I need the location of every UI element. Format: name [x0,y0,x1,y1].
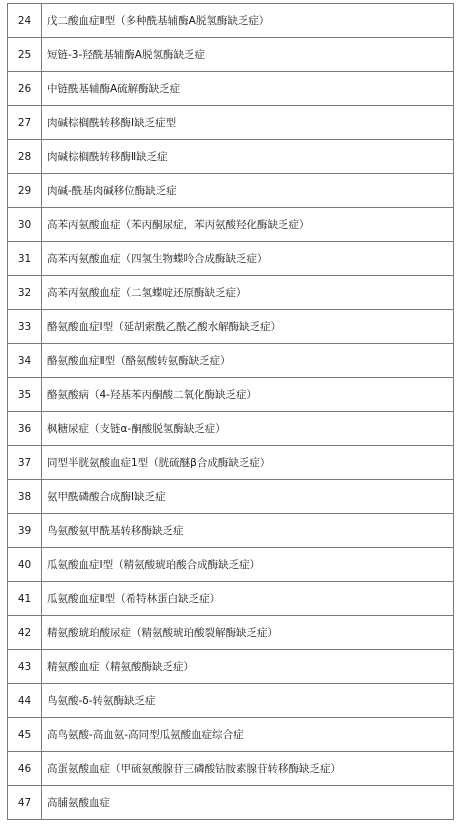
table-row [8,38,454,72]
disease-name: 短链-3-羟酰基辅酶A脱氢酶缺乏症 [42,38,454,72]
table-row [8,106,454,140]
table-row [8,718,454,752]
disease-name: 酪氨酸血症Ⅰ型（延胡索酰乙酰乙酸水解酶缺乏症） [42,310,454,344]
disease-name: 氨甲酰磷酸合成酶Ⅰ缺乏症 [42,480,454,514]
row-number: 40 [8,548,42,582]
table-row [8,378,454,412]
disease-name: 高鸟氨酸-高血氨-高同型瓜氨酸血症综合症 [42,718,454,752]
row-number: 27 [8,106,42,140]
row-number: 24 [8,4,42,38]
row-number: 47 [8,786,42,820]
table-row [8,786,454,820]
disease-table-body [8,4,454,820]
disease-name: 肉碱棕榈酰转移酶Ⅰ缺乏症型 [42,106,454,140]
table-row [8,480,454,514]
row-number: 45 [8,718,42,752]
disease-name: 肉碱棕榈酰转移酶Ⅱ缺乏症 [42,140,454,174]
disease-name: 高苯丙氨酸血症（二氢蝶啶还原酶缺乏症） [42,276,454,310]
table-row [8,752,454,786]
table-row [8,650,454,684]
table-row [8,208,454,242]
row-number: 46 [8,752,42,786]
row-number: 32 [8,276,42,310]
row-number: 43 [8,650,42,684]
row-number: 26 [8,72,42,106]
row-number: 25 [8,38,42,72]
row-number: 37 [8,446,42,480]
row-number: 36 [8,412,42,446]
disease-name: 高脯氨酸血症 [42,786,454,820]
row-number: 31 [8,242,42,276]
disease-name: 同型半胱氨酸血症1型（胱硫醚β合成酶缺乏症） [42,446,454,480]
row-number: 44 [8,684,42,718]
table-row [8,310,454,344]
disease-name: 高苯丙氨酸血症（四氢生物蝶呤合成酶缺乏症） [42,242,454,276]
row-number: 28 [8,140,42,174]
disease-name: 鸟氨酸氨甲酰基转移酶缺乏症 [42,514,454,548]
row-number: 30 [8,208,42,242]
disease-table [7,3,454,820]
disease-name: 肉碱-酰基肉碱移位酶缺乏症 [42,174,454,208]
disease-name: 鸟氨酸-δ-转氨酶缺乏症 [42,684,454,718]
disease-name: 酪氨酸病（4-羟基苯丙酮酸二氧化酶缺乏症） [42,378,454,412]
disease-name: 戊二酸血症Ⅱ型（多种酰基辅酶A脱氢酶缺乏症） [42,4,454,38]
row-number: 38 [8,480,42,514]
row-number: 41 [8,582,42,616]
table-row [8,548,454,582]
row-number: 34 [8,344,42,378]
table-row [8,174,454,208]
disease-name: 酪氨酸血症Ⅱ型（酪氨酸转氨酶缺乏症） [42,344,454,378]
row-number: 39 [8,514,42,548]
table-row [8,514,454,548]
row-number: 42 [8,616,42,650]
table-row [8,446,454,480]
row-number: 35 [8,378,42,412]
table-row [8,140,454,174]
disease-name: 高蛋氨酸血症（甲硫氨酸腺苷三磷酸钴胺素腺苷转移酶缺乏症） [42,752,454,786]
row-number: 33 [8,310,42,344]
table-row [8,276,454,310]
row-number: 29 [8,174,42,208]
disease-name: 瓜氨酸血症Ⅱ型（希特林蛋白缺乏症） [42,582,454,616]
disease-name: 中链酰基辅酶A硫解酶缺乏症 [42,72,454,106]
disease-name: 瓜氨酸血症Ⅰ型（精氨酸琥珀酸合成酶缺乏症） [42,548,454,582]
disease-name: 高苯丙氨酸血症（苯丙酮尿症，苯丙氨酸羟化酶缺乏症） [42,208,454,242]
table-row [8,72,454,106]
disease-name: 精氨酸琥珀酸尿症（精氨酸琥珀酸裂解酶缺乏症） [42,616,454,650]
disease-name: 枫糖尿症（支链α-酮酸脱氢酶缺乏症） [42,412,454,446]
disease-name: 精氨酸血症（精氨酸酶缺乏症） [42,650,454,684]
table-row [8,616,454,650]
table-row [8,242,454,276]
table-row [8,582,454,616]
table-row [8,4,454,38]
table-row [8,344,454,378]
table-row [8,412,454,446]
table-row [8,684,454,718]
